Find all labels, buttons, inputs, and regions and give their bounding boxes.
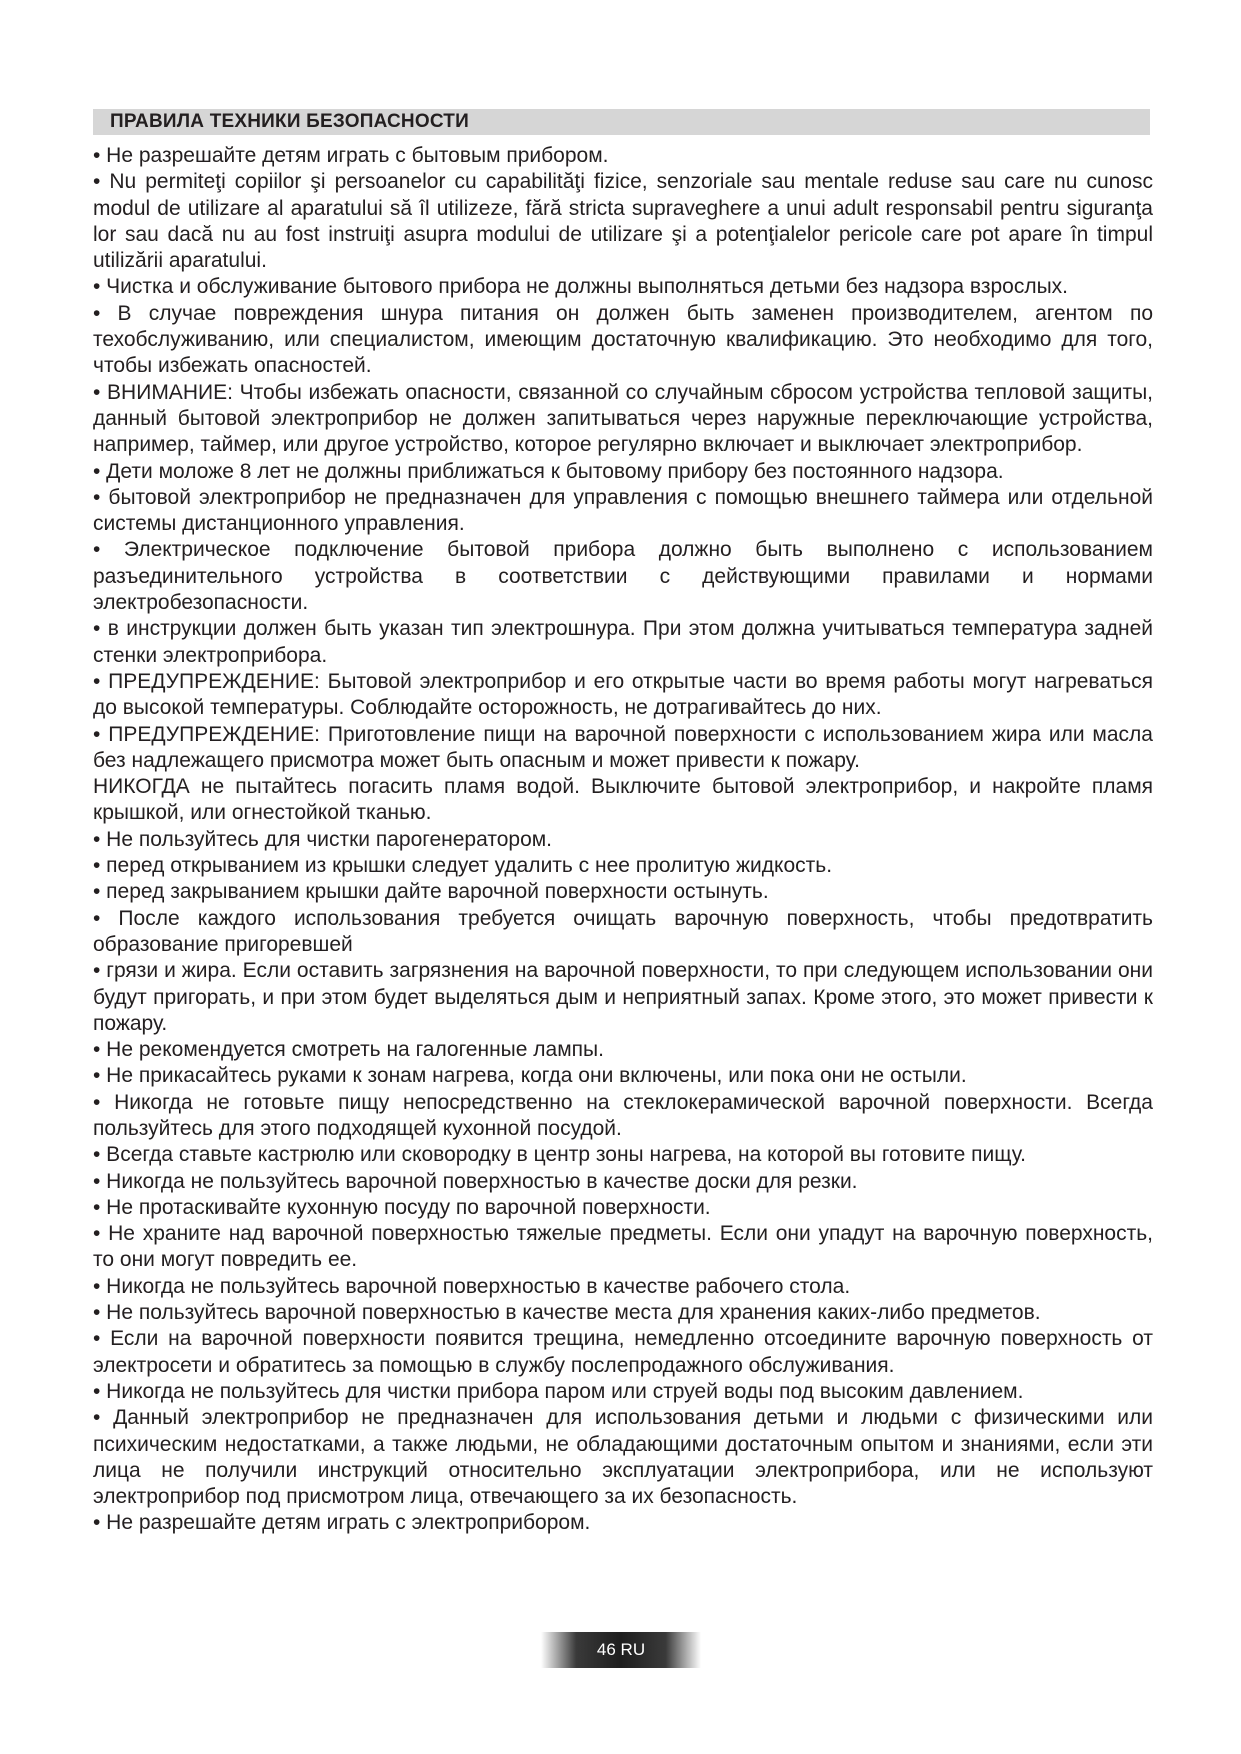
paragraph: • ПРЕДУПРЕЖДЕНИЕ: Бытовой электроприбор и его открытые части во время работы могут нагреваться до высокой температуры. Соблюдайте осторожность, не дотрагивайтесь до них. bbox=[93, 669, 1153, 720]
paragraph: • Никогда не пользуйтесь для чистки прибора паром или струей воды под высоким давлением. bbox=[93, 1379, 1024, 1403]
paragraph: • Не пользуйтесь варочной поверхностью в качестве места для хранения каких-либо предметов. bbox=[93, 1301, 1041, 1325]
paragraph: • Не разрешайте детям играть с бытовым прибором. bbox=[93, 144, 609, 167]
paragraph: • Не храните над варочной поверхностью тяжелые предметы. Если они упадут на варочную поверхность, то они могут повредить ее. bbox=[93, 1222, 1153, 1272]
paragraph: • Nu permiteţi copiilor şi persoanelor cu capabilităţi fizice, senzoriale sau mentale reduse sau care nu cunosc modul de utilizare al aparatului să îl utilizeze, fără stricta supraveghere a unui adult responsabil pentru siguranţa lor sau dacă nu au fost instruiţi asupra modului de utilizare şi a potenţialelor pericole care pot apare în timpul utilizării aparatului. bbox=[93, 170, 1153, 273]
paragraph: • перед открыванием из крышки следует удалить с нее пролитую жидкость. bbox=[93, 854, 833, 878]
paragraph: • Не прикасайтесь руками к зонам нагрева, когда они включены, или пока они не остыли. bbox=[93, 1064, 967, 1088]
safety-rules-text bbox=[93, 143, 1153, 1537]
paragraph: • Не рекомендуется смотреть на галогенные лампы. bbox=[93, 1038, 604, 1062]
paragraph: • ПРЕДУПРЕЖДЕНИЕ: Приготовление пищи на варочной поверхности с использованием жира или масла без надлежащего присмотра может быть опасным и может привести к пожару. bbox=[93, 722, 1153, 772]
paragraph: • Электрическое подключение бытовой прибора должно быть выполнено с использованием разъединительного устройства в соответствии с действующими правилами и нормами электробезопасности. bbox=[93, 538, 1153, 615]
paragraph: • В случае повреждения шнура питания он должен быть заменен производителем, агентом по техобслуживанию, или специалистом, имеющим достаточную квалификацию. Это необходимо для того, чтобы избежать опасностей. bbox=[93, 301, 1153, 378]
section-title: ПРАВИЛА ТЕХНИКИ БЕЗОПАСНОСТИ bbox=[110, 111, 469, 132]
paragraph: • Если на варочной поверхности появится трещина, немедленно отсоедините варочную поверхность от электросети и обратитесь за помощью в службу послепродажного обслуживания. bbox=[93, 1327, 1153, 1377]
paragraph: • Никогда не пользуйтесь варочной поверхностью в качестве доски для резки. bbox=[93, 1169, 858, 1193]
section-header bbox=[93, 109, 1150, 135]
paragraph: • Не разрешайте детям играть с электроприбором. bbox=[93, 1511, 591, 1535]
paragraph: • Никогда не готовьте пищу непосредственно на стеклокерамической варочной поверхности. Всегда пользуйтесь для этого подходящей кухонной посудой. bbox=[93, 1090, 1153, 1140]
paragraph: • Дети моложе 8 лет не должны приближаться к бытовому прибору без постоянного надзора. bbox=[93, 459, 1004, 483]
paragraph: • После каждого использования требуется очищать варочную поверхность, чтобы предотвратить образование пригоревшей bbox=[93, 906, 1153, 956]
paragraph: • Данный электроприбор не предназначен для использования детьми и людьми с физическими или психическим недостатками, а также людьми, не обладающими достаточным опытом и знаниями, если эти лица не получили инструкций относительно эксплуатации электроприбора, или не используют электроприбор под присмотром лица, отвечающего за их безопасность. bbox=[93, 1406, 1153, 1509]
paragraph: НИКОГДА не пытайтесь погасить пламя водой. Выключите бытовой электроприбор, и накройте пламя крышкой, или огнестойкой тканью. bbox=[93, 775, 1153, 825]
page-number-badge bbox=[541, 1632, 701, 1668]
paragraph: • в инструкции должен быть указан тип электрошнура. При этом должна учитываться температура задней стенки электроприбора. bbox=[93, 617, 1153, 667]
page-number: 46 RU bbox=[596, 1640, 646, 1659]
paragraph: • Никогда не пользуйтесь варочной поверхностью в качестве рабочего стола. bbox=[93, 1274, 851, 1298]
paragraph: • Чистка и обслуживание бытового прибора не должны выполняться детьми без надзора взрослых. bbox=[93, 275, 1069, 299]
paragraph: • ВНИМАНИЕ: Чтобы избежать опасности, связанной со случайным сбросом устройства тепловой защиты, данный бытовой электроприбор не должен запитываться через наружные переключающие устройства, например, таймер, или другое устройство, которое регулярно включает и выключает электроприбор. bbox=[93, 380, 1153, 457]
paragraph: • Не пользуйтесь для чистки парогенератором. bbox=[93, 827, 553, 851]
paragraph: • грязи и жира. Если оставить загрязнения на варочной поверхности, то при следующем использовании они будут пригорать, и при этом будет выделяться дым и неприятный запах. Кроме этого, это может привести к пожару. bbox=[93, 959, 1153, 1035]
paragraph: • Всегда ставьте кастрюлю или сковородку в центр зоны нагрева, на которой вы готовите пищу. bbox=[93, 1143, 1026, 1167]
paragraph: • перед закрыванием крышки дайте варочной поверхности остынуть. bbox=[93, 880, 769, 904]
paragraph: • бытовой электроприбор не предназначен для управления с помощью внешнего таймера или отдельной системы дистанционного управления. bbox=[93, 485, 1153, 536]
paragraph: • Не протаскивайте кухонную посуду по варочной поверхности. bbox=[93, 1195, 711, 1219]
